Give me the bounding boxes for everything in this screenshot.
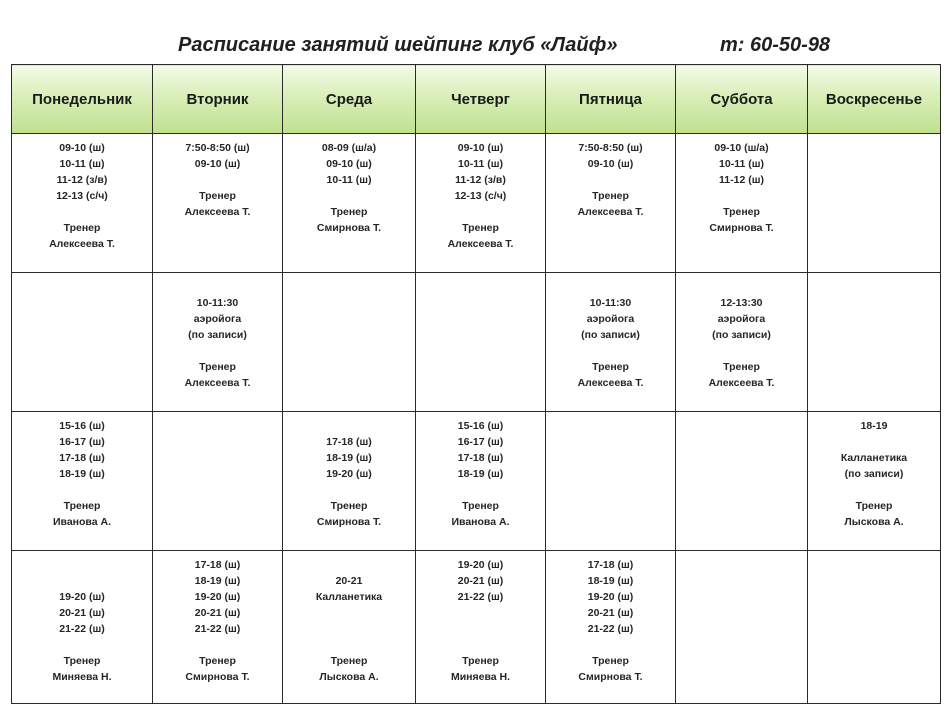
trainer-name: Иванова А. [52,516,112,528]
schedule-cell-tuesday [153,134,283,273]
class-time: 19-20 (ш) [587,591,634,603]
class-time: 17-18 (ш) [194,559,241,571]
schedule-cell-thursday [416,273,546,412]
class-time: 09-10 (ш) [587,158,634,170]
schedule-cell-monday [12,412,153,551]
class-time: 7:50-8:50 (ш) [185,142,250,154]
trainer-name: Смирнова Т. [578,671,643,683]
class-time: 21-22 (ш) [59,623,105,635]
class-time: 7:50-8:50 (ш) [578,142,643,154]
trainer-label: Тренер [855,500,893,512]
schedule-cell-friday [546,412,676,551]
class-time: 15-16 (ш) [457,420,504,432]
class-entry [808,412,940,530]
schedule-cell-tuesday [153,412,283,551]
schedule-cell-thursday [416,412,546,551]
class-time: 18-19 (ш) [587,575,634,587]
class-time: 08-09 (ш/а) [321,142,377,154]
schedule-cell-tuesday [153,273,283,412]
class-time: аэройога [717,313,766,325]
day-header-thursday: Четверг [416,65,546,134]
class-time: (по записи) [712,329,771,341]
trainer-name: Алексеева Т. [577,206,644,218]
class-time: 10-11 (ш) [458,158,503,170]
class-time: 17-18 (ш) [326,436,372,448]
schedule-row [12,273,941,412]
class-time: 12-13:30 [720,297,763,309]
trainer-label: Тренер [63,655,101,667]
trainer-label: Тренер [199,190,236,202]
trainer-label: Тренер [462,222,499,234]
class-time: 15-16 (ш) [59,420,105,432]
class-time: 16-17 (ш) [457,436,504,448]
trainer-name: Лыскова А. [319,671,379,683]
schedule-cell-sunday [808,412,941,551]
class-time: 10-11 (ш) [59,158,105,170]
trainer-label: Тренер [723,361,760,373]
class-time: 09-10 (ш) [326,158,372,170]
class-time: (по записи) [188,329,247,341]
class-entry [283,273,415,279]
trainer-name: Смирнова Т. [316,516,382,528]
class-time: 19-20 (ш) [194,591,241,603]
class-time: (по записи) [581,329,640,341]
class-time: 20-21 (ш) [457,575,504,587]
class-time: аэройога [193,313,242,325]
trainer-name: Смирнова Т. [709,222,774,234]
class-time: 11-12 (ш) [719,174,764,186]
class-time: 09-10 (ш) [194,158,241,170]
schedule-row [12,551,941,704]
class-entry [12,273,152,279]
schedule-cell-wednesday [283,412,416,551]
day-header-tuesday: Вторник [153,65,283,134]
class-time: 17-18 (ш) [59,452,105,464]
class-time: 17-18 (ш) [587,559,634,571]
trainer-label: Тренер [330,655,368,667]
class-time: 11-12 (з/в) [455,174,506,186]
schedule-cell-saturday [676,273,808,412]
trainer-label: Тренер [199,655,236,667]
class-time: Калланетика [315,591,383,603]
class-time: 20-21 (ш) [194,607,241,619]
class-time: 09-10 (ш) [59,142,105,154]
class-entry [12,134,152,252]
schedule-cell-saturday [676,551,808,704]
class-entry [676,551,807,557]
schedule-cell-friday [546,134,676,273]
class-time: аэройога [586,313,635,325]
class-entry [283,551,415,685]
trainer-name: Лыскова А. [844,516,904,528]
trainer-label: Тренер [330,206,368,218]
class-entry [283,412,415,530]
schedule-cell-monday [12,551,153,704]
schedule-cell-wednesday [283,273,416,412]
trainer-label: Тренер [592,361,629,373]
schedule-cell-saturday [676,412,808,551]
trainer-label: Тренер [63,500,101,512]
class-entry [676,134,807,236]
class-entry [416,273,545,279]
class-time: 19-20 (ш) [59,591,105,603]
class-entry [153,134,282,220]
class-entry [153,412,282,418]
trainer-name: Миняева Н. [450,671,511,683]
class-time: 10-11 (ш) [719,158,764,170]
class-time: 19-20 (ш) [457,559,504,571]
class-entry [808,551,940,557]
class-time: (по записи) [844,468,904,480]
class-time: 10-11:30 [589,297,632,309]
trainer-name: Алексеева Т. [184,377,251,389]
class-entry [546,551,675,685]
trainer-label: Тренер [330,500,368,512]
schedule-cell-wednesday [283,551,416,704]
class-entry [546,273,675,391]
day-header-wednesday: Среда [283,65,416,134]
class-time: Калланетика [840,452,908,464]
class-time: 09-10 (ш/а) [714,142,769,154]
class-time: 18-19 (ш) [326,452,372,464]
schedule-row [12,134,941,273]
trainer-name: Смирнова Т. [316,222,382,234]
class-time: 10-11 (ш) [326,174,372,186]
class-time: 21-22 (ш) [194,623,241,635]
schedule-cell-sunday [808,134,941,273]
class-entry [153,551,282,685]
trainer-label: Тренер [592,190,629,202]
schedule-cell-thursday [416,134,546,273]
trainer-name: Алексеева Т. [49,238,115,250]
class-entry [808,134,940,140]
class-time: 18-19 (ш) [457,468,504,480]
class-entry [153,273,282,391]
schedule-cell-wednesday [283,134,416,273]
trainer-label: Тренер [462,655,499,667]
trainer-name: Алексеева Т. [577,377,644,389]
class-time: 18-19 (ш) [59,468,105,480]
schedule-cell-monday [12,134,153,273]
class-entry [676,412,807,418]
schedule-row [12,412,941,551]
class-entry [676,273,807,391]
class-entry [546,134,675,220]
day-header-friday: Пятница [546,65,676,134]
class-entry [12,551,152,685]
day-header-sunday: Воскресенье [808,65,941,134]
trainer-name: Миняева Н. [52,671,112,683]
class-time: 18-19 (ш) [194,575,241,587]
trainer-label: Тренер [592,655,629,667]
class-entry [12,412,152,530]
schedule-cell-tuesday [153,551,283,704]
page-title: Расписание занятий шейпинг клуб «Лайф» [178,34,618,56]
schedule-table [11,64,941,704]
schedule-cell-friday [546,273,676,412]
class-time: 11-12 (з/в) [56,174,108,186]
trainer-name: Алексеева Т. [447,238,514,250]
class-entry [416,551,545,685]
class-time: 17-18 (ш) [457,452,504,464]
class-time: 20-21 [335,575,363,587]
trainer-name: Смирнова Т. [185,671,250,683]
schedule-cell-thursday [416,551,546,704]
class-time: 20-21 (ш) [587,607,634,619]
class-time: 18-19 [860,420,888,432]
class-time: 12-13 (с/ч) [56,190,108,202]
trainer-label: Тренер [199,361,236,373]
class-time: 10-11:30 [196,297,239,309]
class-time: 21-22 (ш) [587,623,634,635]
trainer-name: Иванова А. [451,516,510,528]
schedule-cell-sunday [808,551,941,704]
class-entry [416,412,545,530]
class-time: 16-17 (ш) [59,436,105,448]
class-entry [283,134,415,236]
trainer-label: Тренер [723,206,760,218]
class-entry [416,134,545,252]
day-header-saturday: Суббота [676,65,808,134]
class-time: 19-20 (ш) [326,468,372,480]
phone-number: т: 60-50-98 [720,34,831,56]
header [0,30,950,64]
schedule-cell-sunday [808,273,941,412]
schedule-cell-monday [12,273,153,412]
trainer-name: Алексеева Т. [708,377,775,389]
class-entry [808,273,940,279]
day-header-monday: Понедельник [12,65,153,134]
trainer-label: Тренер [462,500,499,512]
day-header-row [12,65,941,134]
class-time: 09-10 (ш) [457,142,504,154]
class-time: 12-13 (с/ч) [454,190,507,202]
trainer-name: Алексеева Т. [184,206,251,218]
trainer-label: Тренер [63,222,101,234]
class-entry [546,412,675,418]
class-time: 20-21 (ш) [59,607,105,619]
schedule-body [12,134,941,704]
schedule-cell-saturday [676,134,808,273]
class-time: 21-22 (ш) [457,591,504,603]
schedule-cell-friday [546,551,676,704]
